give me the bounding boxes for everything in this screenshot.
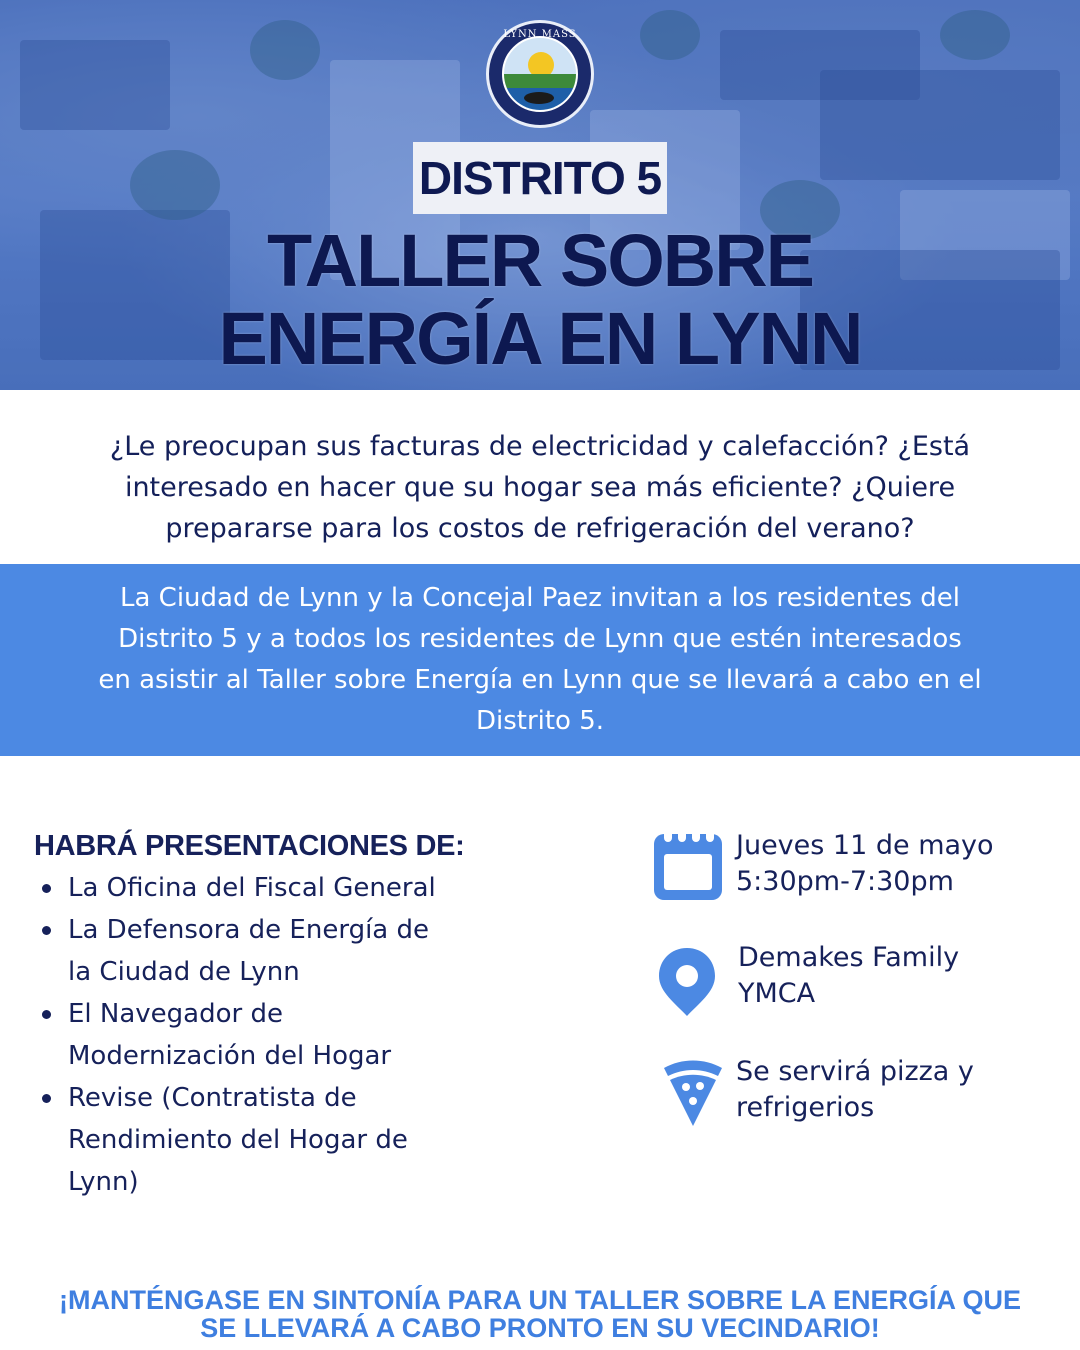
invitation-line-4: Distrito 5. bbox=[475, 706, 605, 736]
city-seal-logo bbox=[486, 20, 594, 128]
list-item-text: la Ciudad de Lynn bbox=[68, 957, 300, 987]
list-item-text: Rendimiento del Hogar de bbox=[68, 1125, 408, 1155]
page-title bbox=[0, 219, 1080, 380]
invitation-line-1: La Ciudad de Lynn y la Concejal Paez invitan a los residentes del bbox=[119, 583, 961, 613]
invitation-line-2: Distrito 5 y a todos los residentes de Lynn que estén interesados bbox=[118, 624, 962, 654]
title-line-1: TALLER SOBRE bbox=[266, 219, 814, 302]
event-food bbox=[652, 1054, 1052, 1134]
list-item-text: Modernización del Hogar bbox=[68, 1041, 392, 1071]
district-label: DISTRITO 5 bbox=[418, 152, 662, 204]
invitation-line-3: en asistir al Taller sobre Energía en Lynn que se llevará a cabo en el bbox=[98, 665, 982, 695]
intro-line-2: interesado en hacer que su hogar sea más eficiente? ¿Quiere bbox=[124, 472, 956, 503]
list-item bbox=[34, 867, 514, 909]
calendar-icon bbox=[652, 828, 724, 902]
invitation-band bbox=[0, 564, 1080, 756]
intro-questions bbox=[40, 426, 1040, 549]
food-text-line-2: refrigerios bbox=[736, 1092, 875, 1123]
list-item bbox=[34, 1077, 514, 1203]
presenters-heading: HABRÁ PRESENTACIONES DE: bbox=[34, 830, 465, 862]
intro-line-3: prepararse para los costos de refrigeración del verano? bbox=[165, 513, 915, 544]
invitation-text bbox=[20, 578, 1060, 742]
district-badge bbox=[413, 142, 667, 214]
food-text-line-1: Se servirá pizza y bbox=[736, 1056, 974, 1087]
presenters-section bbox=[34, 830, 514, 1203]
footer-line-2: SE LLEVARÁ A CABO PRONTO EN SU VECINDARIO! bbox=[200, 1313, 880, 1343]
title-line-2: ENERGÍA EN LYNN bbox=[218, 297, 862, 380]
time-text: 5:30pm-7:30pm bbox=[736, 866, 954, 897]
seal-name: LYNN MASS bbox=[503, 29, 577, 40]
list-item bbox=[34, 993, 514, 1077]
event-location bbox=[652, 940, 1052, 1020]
pizza-slice-icon bbox=[662, 1060, 724, 1128]
list-item-text: Lynn) bbox=[68, 1167, 139, 1197]
intro-line-1: ¿Le preocupan sus facturas de electricidad y calefacción? ¿Está bbox=[109, 431, 971, 462]
location-text-line-1: Demakes Family bbox=[738, 942, 960, 973]
list-item-text: El Navegador de bbox=[68, 999, 283, 1029]
location-text-line-2: YMCA bbox=[738, 978, 816, 1009]
list-item-text: La Defensora de Energía de bbox=[68, 915, 429, 945]
footer-callout bbox=[20, 1286, 1060, 1342]
date-text: Jueves 11 de mayo bbox=[736, 830, 994, 861]
list-item bbox=[34, 909, 514, 993]
map-pin-icon bbox=[656, 946, 718, 1018]
presenters-list bbox=[34, 867, 514, 1203]
hero-banner bbox=[0, 0, 1080, 390]
footer-line-1: ¡MANTÉNGASE EN SINTONÍA PARA UN TALLER SOBRE LA ENERGÍA QUE bbox=[58, 1285, 1022, 1315]
list-item-text: La Oficina del Fiscal General bbox=[68, 873, 436, 903]
event-date bbox=[652, 828, 1052, 908]
list-item-text: Revise (Contratista de bbox=[68, 1083, 357, 1113]
